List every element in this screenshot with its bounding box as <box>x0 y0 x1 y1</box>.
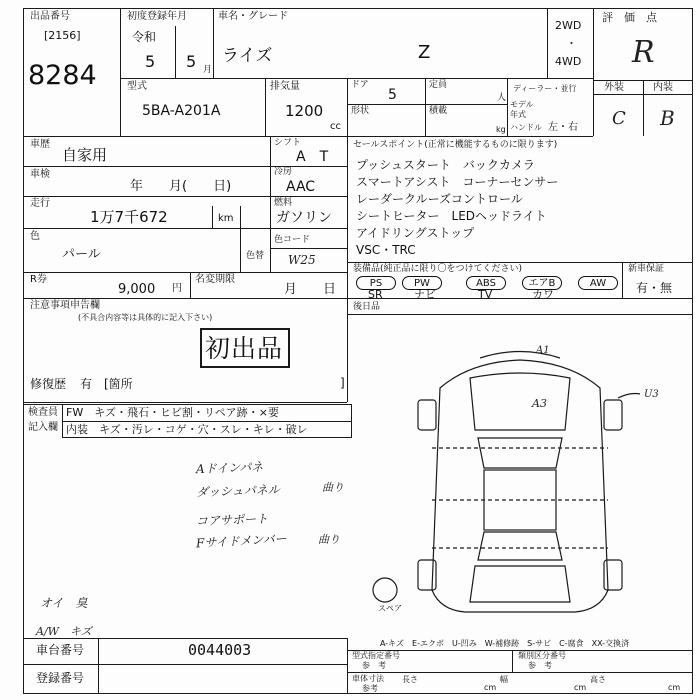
interior-label: 内装 <box>653 82 673 93</box>
width-unit: cm <box>574 683 587 692</box>
drive-separator: ・ <box>566 37 577 50</box>
divider <box>175 26 176 78</box>
displacement-unit: cc <box>330 121 341 132</box>
month-unit: 月 <box>203 65 213 75</box>
color-code-value: W25 <box>288 253 316 267</box>
color-label: 色 <box>30 231 40 242</box>
reg-month: 5 <box>186 52 197 71</box>
divider <box>347 638 348 694</box>
handle-label: ハンドル <box>510 123 542 132</box>
capacity-unit: 人 <box>497 93 507 103</box>
repair-history-close: ] <box>340 376 345 390</box>
lot-number-label: 出品番号 <box>30 11 70 22</box>
color-value: パール <box>62 247 101 262</box>
displacement: 1200 <box>285 102 324 120</box>
model-type-label: 型式 <box>127 81 147 92</box>
displacement-label: 排気量 <box>270 81 300 92</box>
length-label: 長さ <box>402 675 418 684</box>
evaluation-score: R <box>632 35 655 70</box>
divider <box>212 206 213 228</box>
handwritten-mark: 曲り <box>318 533 340 546</box>
handle-value: 左・右 <box>548 122 578 133</box>
lot-number: 8284 <box>28 60 97 91</box>
inspector-line-interior: 内装 キズ・汚レ・コゲ・穴・スレ・キレ・破レ <box>66 423 308 436</box>
handwritten-note: ダッシュパネル <box>195 482 280 500</box>
era: 令和 <box>132 30 157 44</box>
sales-point: VSC・TRC <box>356 243 416 257</box>
equipment-label: 装備品(純正品に限り〇をつけてください) <box>353 264 523 274</box>
door-count: 5 <box>388 87 397 103</box>
divider <box>270 248 347 249</box>
interior-score: B <box>660 106 675 130</box>
equipment-leather: カワ <box>532 288 554 301</box>
divider <box>270 136 271 272</box>
model-type: 5BA-A201A <box>142 103 221 119</box>
exterior-score: C <box>612 108 626 129</box>
recycle-fee: 9,000 <box>118 282 156 297</box>
damage-mark-a3: A3 <box>532 397 547 410</box>
chassis-label: 車台番号 <box>36 643 85 657</box>
divider <box>643 80 644 136</box>
notes-sublabel: (不具合内容等は具体的に記入下さい) <box>78 313 213 322</box>
equipment-sr: SR <box>368 288 383 301</box>
damage-legend: A-キズ E-エクボ U-凹み W-補修跡 S-サビ C-腐食 XX-交換済 <box>380 639 630 648</box>
model-code-label: 型式指定番号 <box>352 651 400 660</box>
inspection-label: 車検 <box>30 169 50 180</box>
model-label: 車名・グレード <box>218 11 288 22</box>
length-unit: cm <box>484 683 497 692</box>
equipment-ps: PS <box>356 276 396 290</box>
divider <box>190 272 191 298</box>
mileage-value: 1万7千672 <box>90 208 168 226</box>
divider <box>347 104 507 105</box>
divider <box>347 78 348 136</box>
divider <box>240 206 241 228</box>
reference-label: 参 考 <box>362 661 386 670</box>
reference-label-3: 参考 <box>362 684 378 693</box>
repair-history-label: 修復歴 <box>30 377 67 391</box>
divider <box>593 8 594 136</box>
handwritten-mark: 曲り <box>322 481 344 494</box>
height-unit: cm <box>668 683 681 692</box>
sales-point: プッシュスタート バックカメラ <box>356 158 535 172</box>
damage-mark-u3: U3 <box>644 389 659 400</box>
equipment-tv: TV <box>478 288 493 301</box>
divider <box>98 638 99 694</box>
divider <box>347 672 693 673</box>
divider <box>23 166 347 167</box>
equipment-navi: ナビ <box>414 288 436 301</box>
mileage-unit: km <box>218 213 234 224</box>
divider <box>23 272 347 273</box>
dealer-label: ディーラー・並行 <box>513 84 577 93</box>
door-label: ドア <box>351 80 369 90</box>
sales-point: アイドリングストップ <box>356 226 475 240</box>
inspector-label: 検査員 <box>28 407 58 418</box>
load-label: 積載 <box>429 106 448 116</box>
divider <box>120 8 121 136</box>
divider <box>425 78 426 136</box>
shape-label: 形状 <box>351 106 370 116</box>
divider <box>23 664 347 665</box>
exterior-label: 外装 <box>604 82 624 93</box>
capacity-label: 定員 <box>429 80 448 90</box>
model-year-label: モデル <box>510 100 534 109</box>
handwritten-note: Fサイドメンバー <box>195 531 287 551</box>
lot-sub-number: [2156] <box>44 29 81 42</box>
reference-label-2: 参 考 <box>528 661 552 670</box>
reg-year: 5 <box>145 52 156 71</box>
recycle-label: R券 <box>30 274 47 285</box>
height-label: 高さ <box>590 675 606 684</box>
divider <box>23 298 693 299</box>
equipment-pw: PW <box>402 276 442 290</box>
fuel-label: 燃料 <box>274 198 293 208</box>
model-year-label-2: 年式 <box>510 110 526 119</box>
body-dim-label: 車体寸法 <box>352 674 384 683</box>
mileage-label: 走行 <box>30 198 50 209</box>
recycle-unit: 円 <box>172 283 182 294</box>
divider <box>265 78 266 136</box>
inspector-label-2: 記入欄 <box>28 422 58 433</box>
handwritten-note: オイ 臭 <box>40 596 88 610</box>
back-items-label: 後日品 <box>353 302 381 312</box>
shift-value: A T <box>296 149 329 165</box>
divider <box>347 262 693 263</box>
divider <box>120 78 594 79</box>
equipment-abs: ABS <box>466 276 506 290</box>
handwritten-note: Aドインパネ <box>195 459 264 477</box>
transfer-deadline-label: 名変期限 <box>195 274 235 285</box>
divider <box>240 228 241 272</box>
drive-4wd: 4WD <box>555 55 582 68</box>
divider <box>622 262 623 298</box>
sales-point: シートヒーター LEDヘッドライト <box>356 209 547 223</box>
divider <box>347 314 693 315</box>
divider <box>512 650 513 672</box>
load-unit: kg <box>496 125 506 134</box>
color-code-label: 色コード <box>274 235 311 245</box>
registration-label: 登録番号 <box>36 671 85 685</box>
sales-point: スマートアシスト コーナーセンサー <box>356 175 559 189</box>
sales-point: レーダークルーズコントロール <box>356 192 523 206</box>
inspection-value: 年 月( 日) <box>130 179 232 194</box>
handwritten-note: コアサポート <box>195 511 269 529</box>
divider <box>213 8 214 78</box>
drive-2wd: 2WD <box>555 19 582 32</box>
damage-mark-a1: A1 <box>536 345 550 356</box>
divider <box>62 421 352 422</box>
sales-points-label: セールスポイント(正常に機能するものに限ります) <box>353 140 558 150</box>
notes-label: 注意事項申告欄 <box>30 300 100 311</box>
history-value: 自家用 <box>62 146 108 164</box>
grade: Z <box>418 42 431 63</box>
divider <box>23 402 347 403</box>
car-name: ライズ <box>222 46 273 66</box>
divider <box>23 638 347 639</box>
warranty-value: 有・無 <box>636 281 673 295</box>
history-label: 車歴 <box>30 139 50 150</box>
evaluation-label: 評 価 点 <box>602 11 657 24</box>
transfer-deadline-value: 月 日 <box>284 282 337 297</box>
new-car-warranty-label: 新車保証 <box>628 264 665 274</box>
ac-label: 冷房 <box>274 167 293 177</box>
divider <box>23 196 347 197</box>
divider <box>547 8 548 78</box>
sales-points-list <box>356 156 558 258</box>
color-swap-label: 色替 <box>246 251 265 261</box>
width-label: 幅 <box>500 675 508 684</box>
handwritten-note: A/W キズ <box>36 625 92 638</box>
inspector-line-exterior: FW キズ・飛石・ヒビ割・リペア跡・×要 <box>66 406 279 419</box>
ac-value: AAC <box>286 179 316 195</box>
divider <box>23 228 347 229</box>
divider <box>23 136 593 137</box>
chassis-number: 0044003 <box>188 641 252 659</box>
stamp-first-listing-text: 初出品 <box>205 334 284 363</box>
shift-label: シフト <box>274 138 302 148</box>
equipment-aw: AW <box>578 276 618 290</box>
equipment-airbag: エアB <box>522 276 562 290</box>
class-code-label: 類別区分番号 <box>518 651 566 660</box>
first-reg-label: 初度登録年月 <box>127 11 187 22</box>
divider <box>507 78 508 136</box>
repair-history-value: 有 [箇所 <box>80 377 133 391</box>
divider <box>347 136 348 402</box>
spare-label: スペア <box>378 604 402 613</box>
fuel-value: ガソリン <box>276 210 332 226</box>
